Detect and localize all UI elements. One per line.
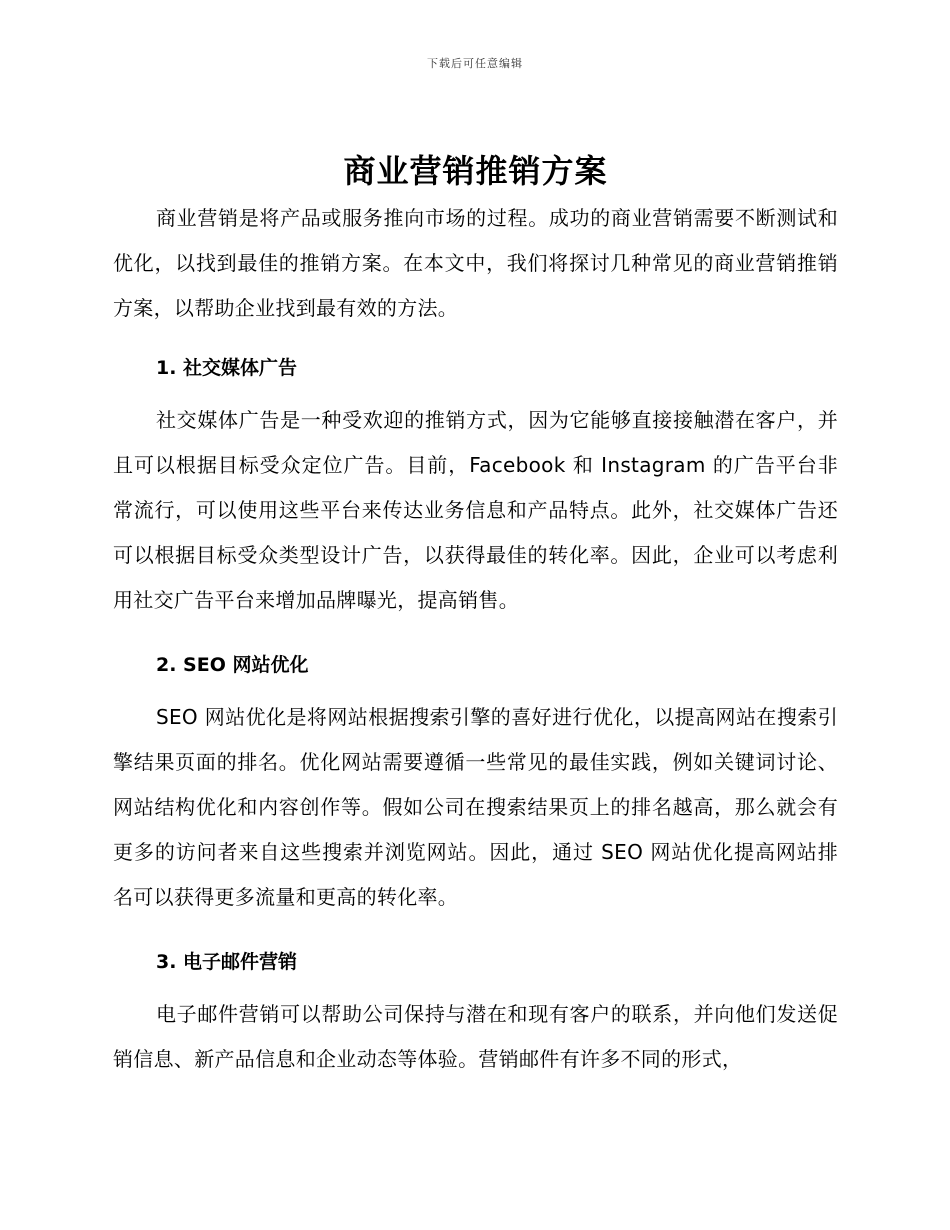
section-body-seo: SEO 网站优化是将网站根据搜索引擎的喜好进行优化，以提高网站在搜索引擎结果页面的排名。优化网站需要遵循一些常见的最佳实践，例如关键词讨论、网站结构优化和内容创作等。假如公司在搜索结果页上的排名越高，那么就会有更多的访问者来自这些搜索并浏览网站。因此，通过 SEO 网站优化提高网站排名可以获得更多流量和更高的转化率。 <box>113 705 838 909</box>
section-heading-email-marketing: 3. 电子邮件营销 <box>156 951 298 973</box>
document-body <box>113 146 838 1082</box>
section-heading-seo: 2. SEO 网站优化 <box>156 654 309 676</box>
document-title: 商业营销推销方案 <box>343 152 608 190</box>
intro-paragraph: 商业营销是将产品或服务推向市场的过程。成功的商业营销需要不断测试和优化，以找到最佳的推销方案。在本文中，我们将探讨几种常见的商业营销推销方案，以帮助企业找到最有效的方法。 <box>113 206 838 320</box>
section-heading-social-media-ads: 1. 社交媒体广告 <box>156 357 298 379</box>
page-header-note: 下载后可任意编辑 <box>427 57 523 70</box>
section-body-email-marketing: 电子邮件营销可以帮助公司保持与潜在和现有客户的联系，并向他们发送促销信息、新产品信息和企业动态等体验。营销邮件有许多不同的形式， <box>113 1002 838 1071</box>
section-body-social-media-ads: 社交媒体广告是一种受欢迎的推销方式，因为它能够直接接触潜在客户，并且可以根据目标受众定位广告。目前，Facebook 和 Instagram 的广告平台非常流行，可以使用这些平台来传达业务信息和产品特点。此外，社交媒体广告还可以根据目标受众类型设计广告，以获得最佳的转化率。因此，企业可以考虑利用社交广告平台来增加品牌曝光，提高销售。 <box>113 408 838 612</box>
